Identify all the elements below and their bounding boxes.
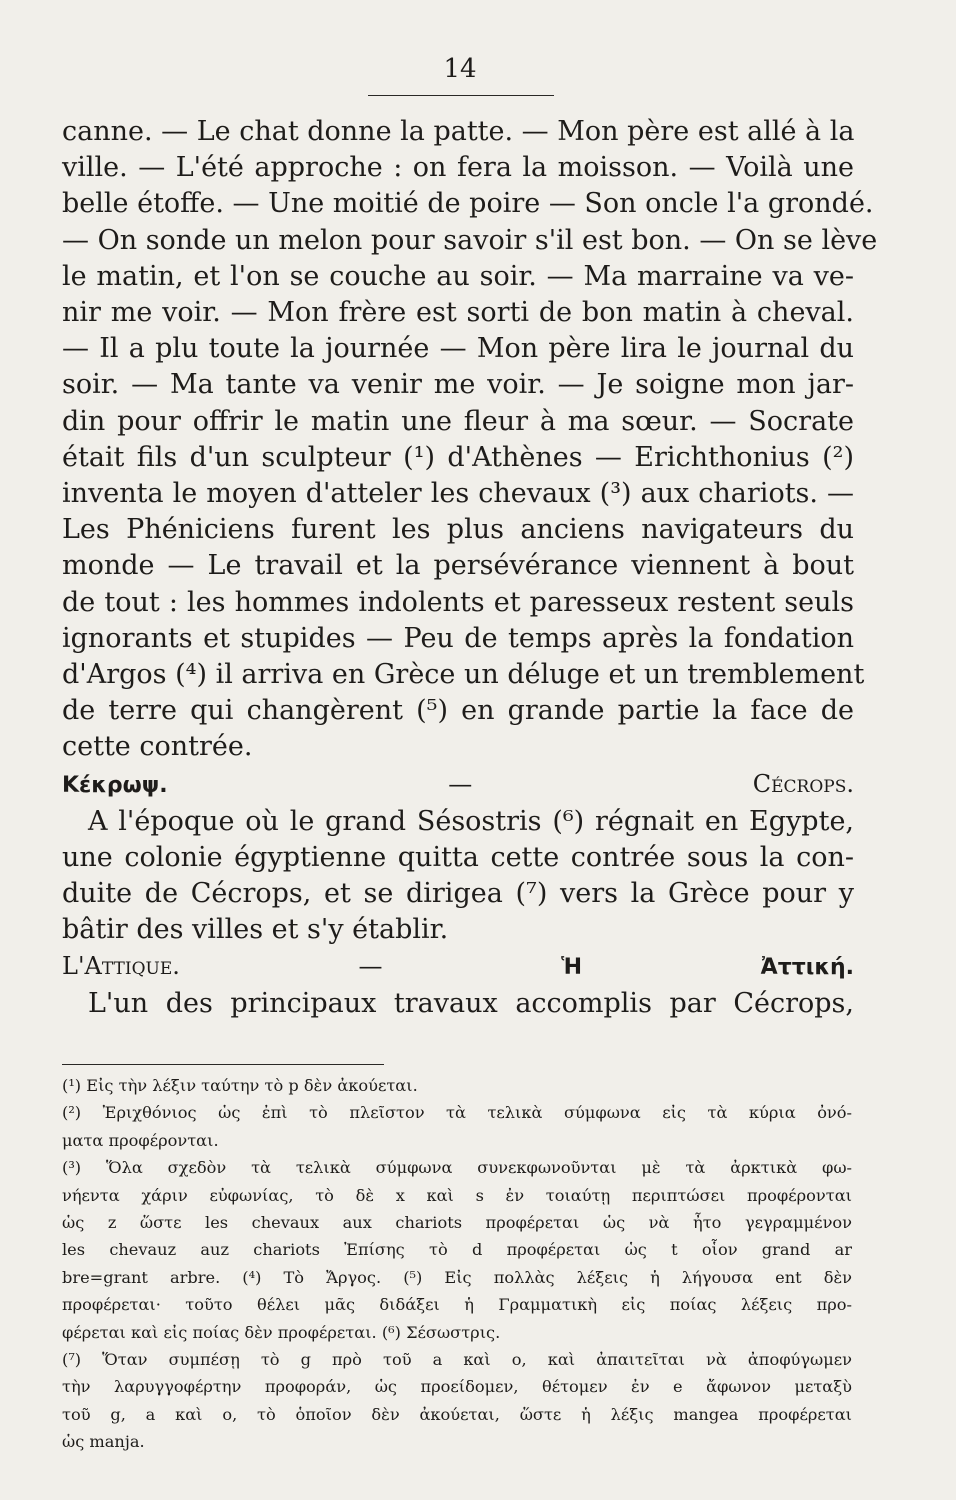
text-line: de tout : les hommes indolents et paresseux restent seuls — [62, 586, 854, 618]
heading-latin: Cécrops. — [752, 769, 854, 798]
footnote-line: (¹) Εἰς τὴν λέξιν ταύτην τὸ p δὲν ἀκούεται. — [62, 1076, 418, 1095]
page-number-rule — [368, 95, 554, 96]
heading-dash: — — [448, 769, 473, 798]
text-line: bâtir des villes et s'y établir. — [62, 914, 449, 946]
text-line: Les Phéniciens furent les plus anciens navigateurs du — [62, 514, 854, 546]
footnote-line: προφέρεται· τοῦτο θέλει μᾶς διδάξει ἡ Γραμματικὴ εἰς ποίας λέξεις προ- — [62, 1295, 852, 1315]
heading-latin: L'Attique. — [62, 952, 180, 981]
footnote-line: ματα προφέρονται. — [62, 1130, 219, 1150]
text-line: ville. — L'été approche : on fera la moisson. — Voilà une — [62, 152, 854, 184]
text-line: — Il a plu toute la journée — Mon père lira le journal du — [62, 333, 854, 365]
text-line: était fils d'un sculpteur (¹) d'Athènes — Erichthonius (²) — [62, 441, 854, 473]
footnote-line: τὴν λαρυγγοφέρτην προφοράν, ὡς προείδομεν, θέτομεν ἐν e ἄφωνον μεταξὺ — [62, 1377, 852, 1397]
text-line: de terre qui changèrent (⁵) en grande partie la face de — [62, 695, 854, 727]
footnote-line: (²) Ἐριχθόνιος ὡς ἐπὶ τὸ πλεῖστον τὰ τελικὰ σύμφωνα εἰς τὰ κύρια ὀνό- — [62, 1103, 852, 1123]
text-line: din pour offrir le matin une fleur à ma sœur. — Socrate — [62, 405, 854, 437]
text-line: — On sonde un melon pour savoir s'il est bon. — On se lève — [62, 224, 878, 256]
text-line: A l'époque où le grand Sésostris (⁶) régnait en Egypte, — [88, 805, 854, 837]
footnote-line: τοῦ g, a καὶ o, τὸ ὁποῖον δὲν ἀκούεται, ὥστε ἡ λέξις mangea προφέρεται — [62, 1404, 852, 1424]
text-line: duite de Cécrops, et se dirigea (⁷) vers la Grèce pour y — [62, 878, 854, 910]
footnotes — [62, 1072, 852, 1456]
heading-greek: Ἡ Ἀττική. — [561, 955, 854, 981]
page-number: 14 — [443, 54, 477, 84]
heading-dash: — — [358, 952, 383, 981]
text-line: une colonie égyptienne quitta cette contrée sous la con- — [62, 841, 854, 873]
text-line: inventa le moyen d'atteler les chevaux (³) aux chariots. — — [62, 478, 854, 510]
footnote-rule — [62, 1064, 384, 1065]
text-line: canne. — Le chat donne la patte. — Mon père est allé à la — [62, 116, 855, 147]
text-line: L'un des principaux travaux accomplis par Cécrops, — [88, 988, 854, 1020]
text-line: monde — Le travail et la persévérance viennent à bout — [62, 550, 854, 582]
footnote-line: ὡς manja. — [62, 1432, 145, 1452]
footnote-line: bre=grant arbre. (⁴) Τὸ Ἄργος. (⁵) Εἰς πολλὰς λέξεις ἡ λήγουσα ent δὲν — [62, 1267, 852, 1287]
footnote-line: les chevauz auz chariots Ἐπίσης τὸ d προφέρεται ὡς t οἷον grand ar — [62, 1240, 852, 1260]
main-text — [62, 114, 878, 1023]
text-line: belle étoffe. — Une moitié de poire — Son oncle l'a grondé. — [62, 188, 874, 220]
footnote-line: νήεντα χάριν εὐφωνίας, τὸ δὲ x καὶ s ἐν τοιαύτῃ περιπτώσει προφέρονται — [62, 1185, 852, 1205]
text-line: ignorants et stupides — Peu de temps après la fondation — [62, 622, 854, 654]
text-line: soir. — Ma tante va venir me voir. — Je soigne mon jar- — [62, 369, 854, 401]
section-heading-cecrops — [62, 767, 854, 803]
footnote-line: (³) Ὅλα σχεδὸν τὰ τελικὰ σύμφωνα συνεκφωνοῦνται μὲ τὰ ἀρκτικὰ φω- — [62, 1158, 852, 1178]
text-line: d'Argos (⁴) il arriva en Grèce un déluge et un tremblement — [62, 659, 865, 691]
text-line: le matin, et l'on se couche au soir. — Ma marraine va ve- — [62, 260, 854, 292]
heading-greek: Κέκρωψ. — [62, 772, 168, 798]
footnote-line: ὡς z ὥστε les chevaux aux chariots προφέρεται ὡς νὰ ἦτο γεγραμμένον — [62, 1213, 852, 1233]
text-line: nir me voir. — Mon frère est sorti de bon matin à cheval. — [62, 297, 854, 329]
section-heading-attique — [62, 949, 854, 985]
text-line: cette contrée. — [62, 731, 253, 763]
footnote-line: φέρεται καὶ εἰς ποίας δὲν προφέρεται. (⁶) Σέσωστρις. — [62, 1322, 501, 1342]
footnote-line: (⁷) Ὅταν συμπέσῃ τὸ g πρὸ τοῦ a καὶ o, καὶ ἀπαιτεῖται νὰ ἀποφύγωμεν — [62, 1350, 852, 1370]
